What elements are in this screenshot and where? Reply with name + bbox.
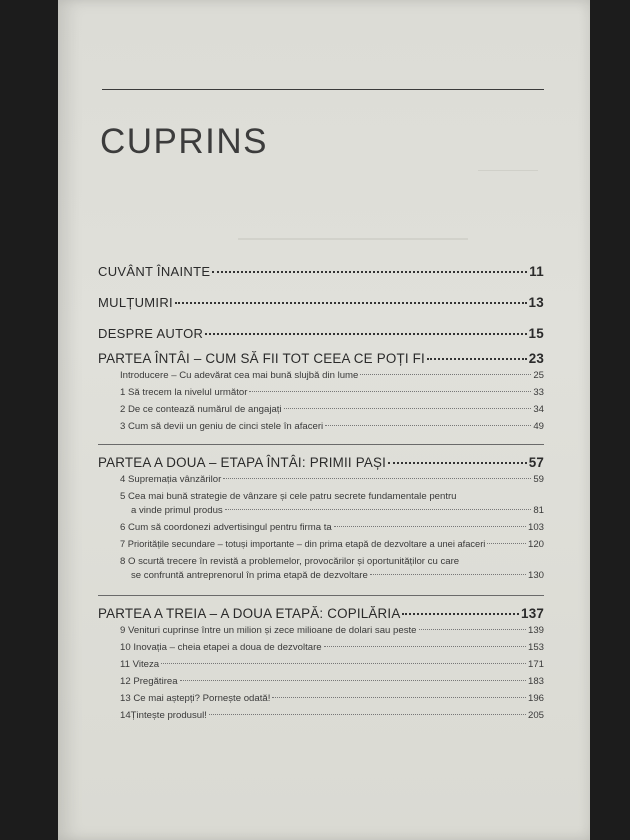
toc-entry-about-author[interactable] xyxy=(98,326,544,341)
toc-chapter[interactable] xyxy=(98,505,544,516)
toc-chapter-label-line1: 5 Cea mai bună strategie de vânzare și cele patru secrete fundamentale pentru xyxy=(120,491,457,502)
toc-page-number: 57 xyxy=(528,455,544,470)
dot-leader xyxy=(212,271,527,273)
toc-chapter[interactable] xyxy=(98,625,544,636)
toc-chapter-label: se confruntă antreprenorul în prima etapă de dezvoltare xyxy=(131,570,368,581)
toc-part-label: PARTEA A TREIA – A DOUA ETAPĂ: COPILĂRIA xyxy=(98,606,401,621)
toc-part-label: PARTEA A DOUA – ETAPA ÎNTÂI: PRIMII PAȘI xyxy=(98,455,387,470)
toc-chapter-label: 2 De ce contează numărul de angajați xyxy=(120,404,282,415)
toc-page-number: 183 xyxy=(527,676,544,687)
toc-page-number: 11 xyxy=(529,264,544,279)
show-through-mark xyxy=(478,170,538,171)
toc-chapter[interactable] xyxy=(98,370,544,381)
dot-leader xyxy=(334,526,526,527)
toc-chapter-label: 3 Cum să devii un geniu de cinci stele în afaceri xyxy=(120,421,324,432)
toc-part-2[interactable] xyxy=(98,455,544,470)
toc-page-number: 130 xyxy=(527,570,544,581)
dot-leader xyxy=(180,680,526,681)
toc-entry-label: DESPRE AUTOR xyxy=(98,326,204,341)
toc-chapter-label: 4 Supremația vânzărilor xyxy=(120,474,222,485)
toc-chapter-label: 14Țintește produsul! xyxy=(120,710,207,721)
top-rule xyxy=(102,89,544,90)
book-page xyxy=(58,0,590,840)
toc-chapter[interactable] xyxy=(98,387,544,398)
toc-chapter-label: 9 Venituri cuprinse între un milion și zece milioane de dolari sau peste xyxy=(120,625,417,636)
toc-chapter-label: 7 Prioritățile secundare – totuși importante – din prima etapă de dezvoltare a unei afaceri xyxy=(120,539,486,549)
dot-leader xyxy=(325,425,531,426)
toc-entry-label: CUVÂNT ÎNAINTE xyxy=(98,264,211,279)
toc-chapter-label: 11 Viteza xyxy=(120,659,160,670)
toc-chapter[interactable] xyxy=(98,676,544,687)
toc-part-1[interactable] xyxy=(98,351,544,366)
page-title: CUPRINS xyxy=(100,122,269,161)
toc-chapter-label: 1 Să trecem la nivelul următor xyxy=(120,387,248,398)
table-of-contents xyxy=(98,264,544,727)
toc-page-number: 59 xyxy=(533,474,544,485)
toc-chapter-label: 13 Ce mai aștepți? Pornește odată! xyxy=(120,693,271,704)
toc-part-label: PARTEA ÎNTÂI – CUM SĂ FII TOT CEEA CE POȚI FI xyxy=(98,351,425,366)
toc-chapter[interactable] xyxy=(98,693,544,704)
section-divider xyxy=(98,444,544,445)
toc-chapter-label: a vinde primul produs xyxy=(131,505,223,516)
dot-leader xyxy=(223,478,531,479)
dot-leader xyxy=(324,646,526,647)
toc-chapter-label: 12 Pregătirea xyxy=(120,676,178,687)
toc-chapter[interactable] xyxy=(98,474,544,485)
toc-entry-foreword[interactable] xyxy=(98,264,544,279)
dot-leader xyxy=(205,333,526,335)
toc-entry-label: MULȚUMIRI xyxy=(98,295,173,310)
toc-page-number: 25 xyxy=(533,370,544,381)
dot-leader xyxy=(161,663,526,664)
toc-chapter-label: Introducere – Cu adevărat cea mai bună slujbă din lume xyxy=(120,370,359,381)
toc-chapter-label: 10 Inovația – cheia etapei a doua de dezvoltare xyxy=(120,642,322,653)
toc-page-number: 103 xyxy=(527,522,544,533)
toc-page-number: 137 xyxy=(521,606,544,621)
toc-page-number: 120 xyxy=(527,539,544,550)
toc-chapter[interactable] xyxy=(98,522,544,533)
toc-part-3[interactable] xyxy=(98,606,544,621)
toc-chapter-label-line1: 8 O scurtă trecere în revistă a problemelor, provocărilor și oportunităților cu care xyxy=(120,556,460,567)
toc-chapter-label: 6 Cum să coordonezi advertisingul pentru firma ta xyxy=(120,522,332,533)
toc-page-number: 196 xyxy=(527,693,544,704)
toc-chapter[interactable] xyxy=(98,539,544,550)
toc-entry-acknowledgements[interactable] xyxy=(98,295,544,310)
toc-page-number: 49 xyxy=(533,421,544,432)
dot-leader xyxy=(209,714,526,715)
toc-chapter[interactable] xyxy=(98,404,544,415)
dot-leader xyxy=(427,358,527,360)
toc-chapter[interactable] xyxy=(98,659,544,670)
toc-chapter[interactable] xyxy=(98,642,544,653)
dot-leader xyxy=(419,629,526,630)
toc-page-number: 34 xyxy=(533,404,544,415)
dot-leader xyxy=(388,462,527,464)
dot-leader xyxy=(370,574,526,575)
dot-leader xyxy=(272,697,526,698)
toc-page-number: 205 xyxy=(527,710,544,721)
toc-page-number: 171 xyxy=(527,659,544,670)
toc-page-number: 15 xyxy=(528,326,544,341)
dot-leader xyxy=(284,408,532,409)
dot-leader xyxy=(487,543,526,544)
dot-leader xyxy=(225,509,532,510)
toc-page-number: 33 xyxy=(533,387,544,398)
toc-chapter[interactable] xyxy=(98,421,544,432)
show-through-mark xyxy=(238,238,468,240)
toc-page-number: 153 xyxy=(527,642,544,653)
toc-page-number: 13 xyxy=(528,295,544,310)
dot-leader xyxy=(402,613,519,615)
toc-page-number: 81 xyxy=(533,505,544,516)
toc-chapter[interactable] xyxy=(98,710,544,721)
toc-page-number: 139 xyxy=(527,625,544,636)
dot-leader xyxy=(360,374,531,375)
toc-chapter[interactable] xyxy=(98,570,544,581)
dot-leader xyxy=(175,302,527,304)
section-divider xyxy=(98,595,544,596)
dot-leader xyxy=(249,391,531,392)
toc-page-number: 23 xyxy=(528,351,544,366)
